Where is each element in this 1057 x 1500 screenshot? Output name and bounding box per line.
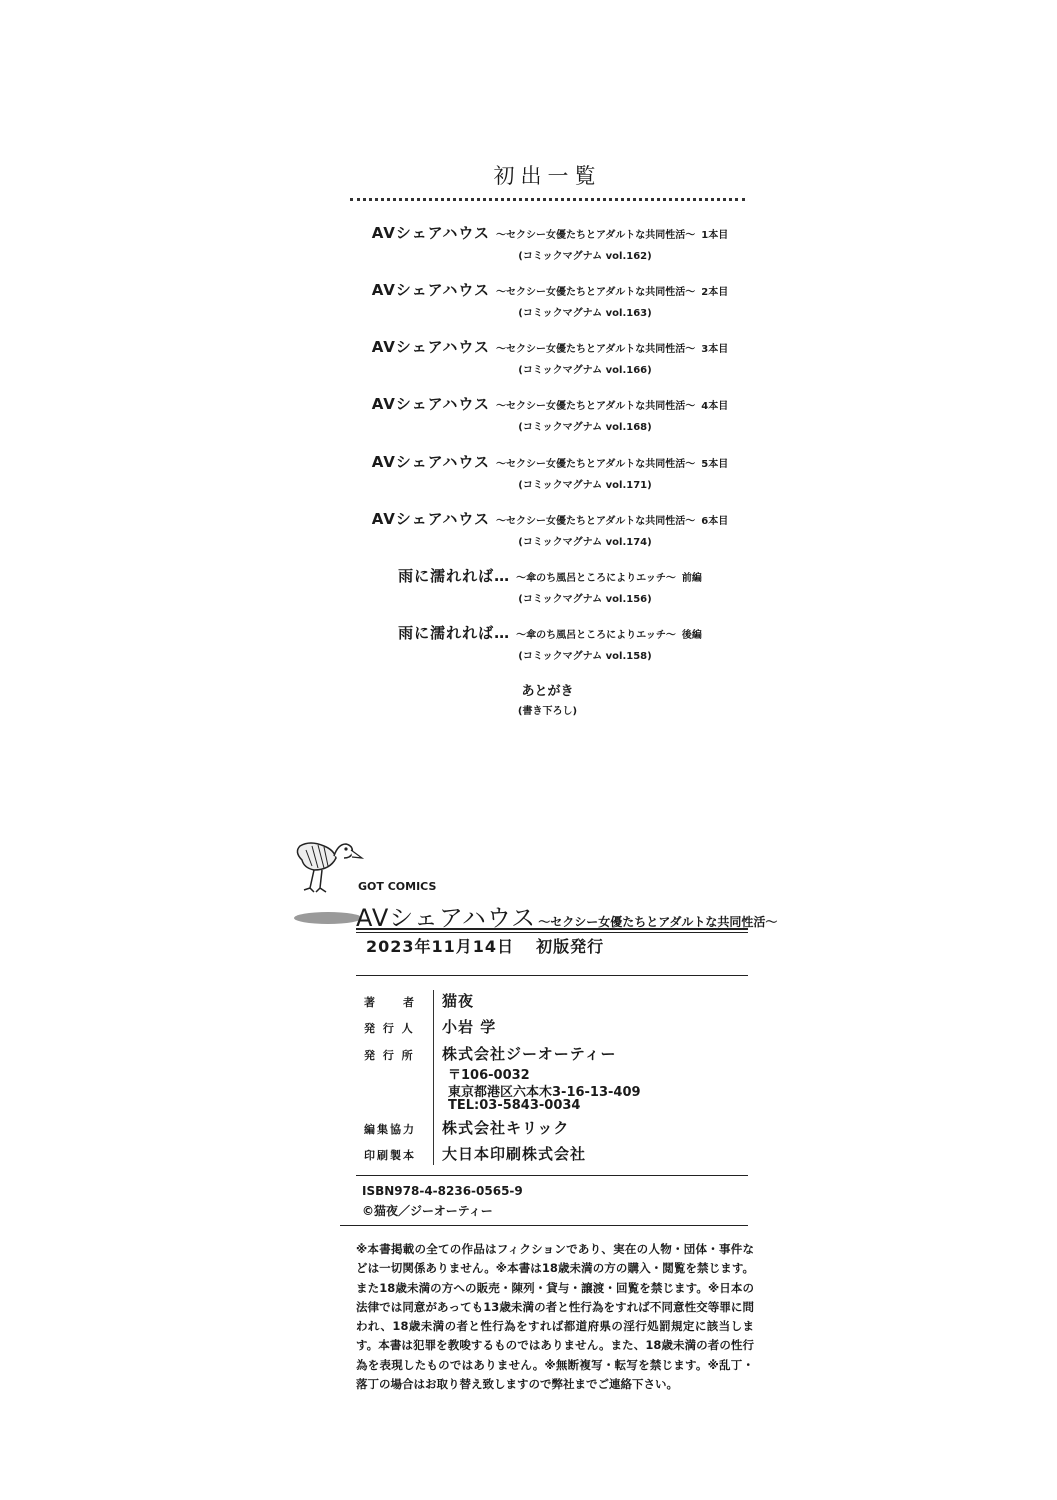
credit-row-editing [356,1117,569,1138]
credit-value: 株式会社ジーオーティー [442,1045,617,1063]
afterword-note: (書き下ろし) [517,706,578,717]
entry-title: AVシェアハウス [371,281,490,299]
edition-label: 初版発行 [536,937,605,956]
entry-subtitle: ～セクシー女優たちとアダルトな共同性活～ [495,459,696,470]
entry-title: AVシェアハウス [371,453,490,471]
dotted-divider [350,198,745,201]
isbn: ISBN978-4-8236-0565-9 [362,1184,523,1198]
credit-label: 印刷製本 [364,1149,416,1162]
entry-title: 雨に濡れれば… [398,624,511,642]
entry-part: 3本目 [701,344,729,355]
imprint-label: GOT COMICS [358,880,437,893]
entry-title: 雨に濡れれば… [398,567,511,585]
publication-date: 2023年11月14日 [366,937,515,956]
entry-part: 2本目 [701,287,729,298]
entry-part: 後編 [681,630,702,641]
toc-entry [300,336,800,376]
entry-source: (コミックマグナム vol.158) [518,651,652,662]
entry-subtitle: ～セクシー女優たちとアダルトな共同性活～ [495,516,696,527]
toc-entry [300,279,800,319]
entry-title: AVシェアハウス [371,510,490,528]
publication-date-line [366,934,604,957]
entry-part: 1本目 [701,230,729,241]
entry-source: (コミックマグナム vol.168) [518,422,652,433]
credit-value: 猫夜 [442,992,475,1010]
afterword-title: あとがき [521,684,574,699]
entry-part: 6本目 [701,516,729,527]
credit-value: 小岩 学 [442,1018,497,1036]
credit-row-publisher [356,1043,617,1064]
toc-entry [300,451,800,491]
toc-entry [300,393,800,433]
entry-subtitle: ～セクシー女優たちとアダルトな共同性活～ [495,344,696,355]
book-title-subtitle: ～セクシー女優たちとアダルトな共同性活～ [538,915,778,929]
credit-value: 大日本印刷株式会社 [442,1145,587,1163]
copyright: ©猫夜／ジーオーティー [362,1204,493,1218]
entry-part: 4本目 [701,401,729,412]
toc-heading: 初出一覧 [493,164,602,188]
credit-row-publisher-person [356,1016,496,1037]
entry-title: AVシェアハウス [371,224,490,242]
book-title-main: AVシェアハウス [356,904,537,932]
credit-label: 編集協力 [364,1123,416,1136]
toc-entry [300,508,800,548]
legal-notice: ※本書掲載の全ての作品はフィクションであり、実在の人物・団体・事件などは一切関係ありません。※本書は18歳未満の方の購入・閲覧を禁じます。また18歳未満の方への販売・陳列・貸与・譲渡・回覧を禁じます。※日本の法律では同意があっても13歳未満の者と性行為をすれば不同意性交等罪に問われ、18歳未満の者と性行為をすれば都道府県の淫行処罰規定に該当します。本書は犯罪を教唆するものではありません。また、18歳未満の者の性行為を表現したものではありません。※無断複写・転写を禁じます。※乱丁・落丁の場合はお取り替え致しますので弊社までご連絡下さい。 [356,1242,754,1392]
toc-entry [300,222,800,262]
divider [356,928,748,930]
entry-title: AVシェアハウス [371,338,490,356]
afterword [350,680,745,717]
entry-source: (コミックマグナム vol.171) [518,480,652,491]
credit-row-printing [356,1143,586,1164]
postal-code: 〒106-0032 [448,1068,530,1083]
entry-source: (コミックマグナム vol.174) [518,537,652,548]
toc-entry [300,565,800,605]
entry-subtitle: ～セクシー女優たちとアダルトな共同性活～ [495,287,696,298]
divider [356,932,748,933]
credit-value: 株式会社キリック [442,1119,570,1137]
entry-part: 5本目 [701,459,729,470]
entry-part: 前編 [681,573,702,584]
credit-row-author [356,990,474,1011]
entry-title: AVシェアハウス [371,395,490,413]
toc-entry [300,622,800,662]
credit-label: 著 者 [364,996,416,1009]
divider [340,1225,748,1226]
divider [356,1175,748,1176]
credit-label: 発 行 所 [364,1049,415,1062]
credit-label: 発 行 人 [364,1022,415,1035]
entry-subtitle: ～セクシー女優たちとアダルトな共同性活～ [495,401,696,412]
entry-source: (コミックマグナム vol.166) [518,365,652,376]
entry-subtitle: ～傘のち風呂ところによりエッチ～ [516,573,676,584]
divider [356,975,748,976]
entry-source: (コミックマグナム vol.163) [518,308,652,319]
entry-subtitle: ～傘のち風呂ところによりエッチ～ [516,630,676,641]
address: 東京都港区六本木3-16-13-409 [448,1085,641,1100]
entry-source: (コミックマグナム vol.156) [518,594,652,605]
entry-subtitle: ～セクシー女優たちとアダルトな共同性活～ [495,230,696,241]
telephone: TEL:03-5843-0034 [448,1098,581,1113]
entry-source: (コミックマグナム vol.162) [518,251,652,262]
